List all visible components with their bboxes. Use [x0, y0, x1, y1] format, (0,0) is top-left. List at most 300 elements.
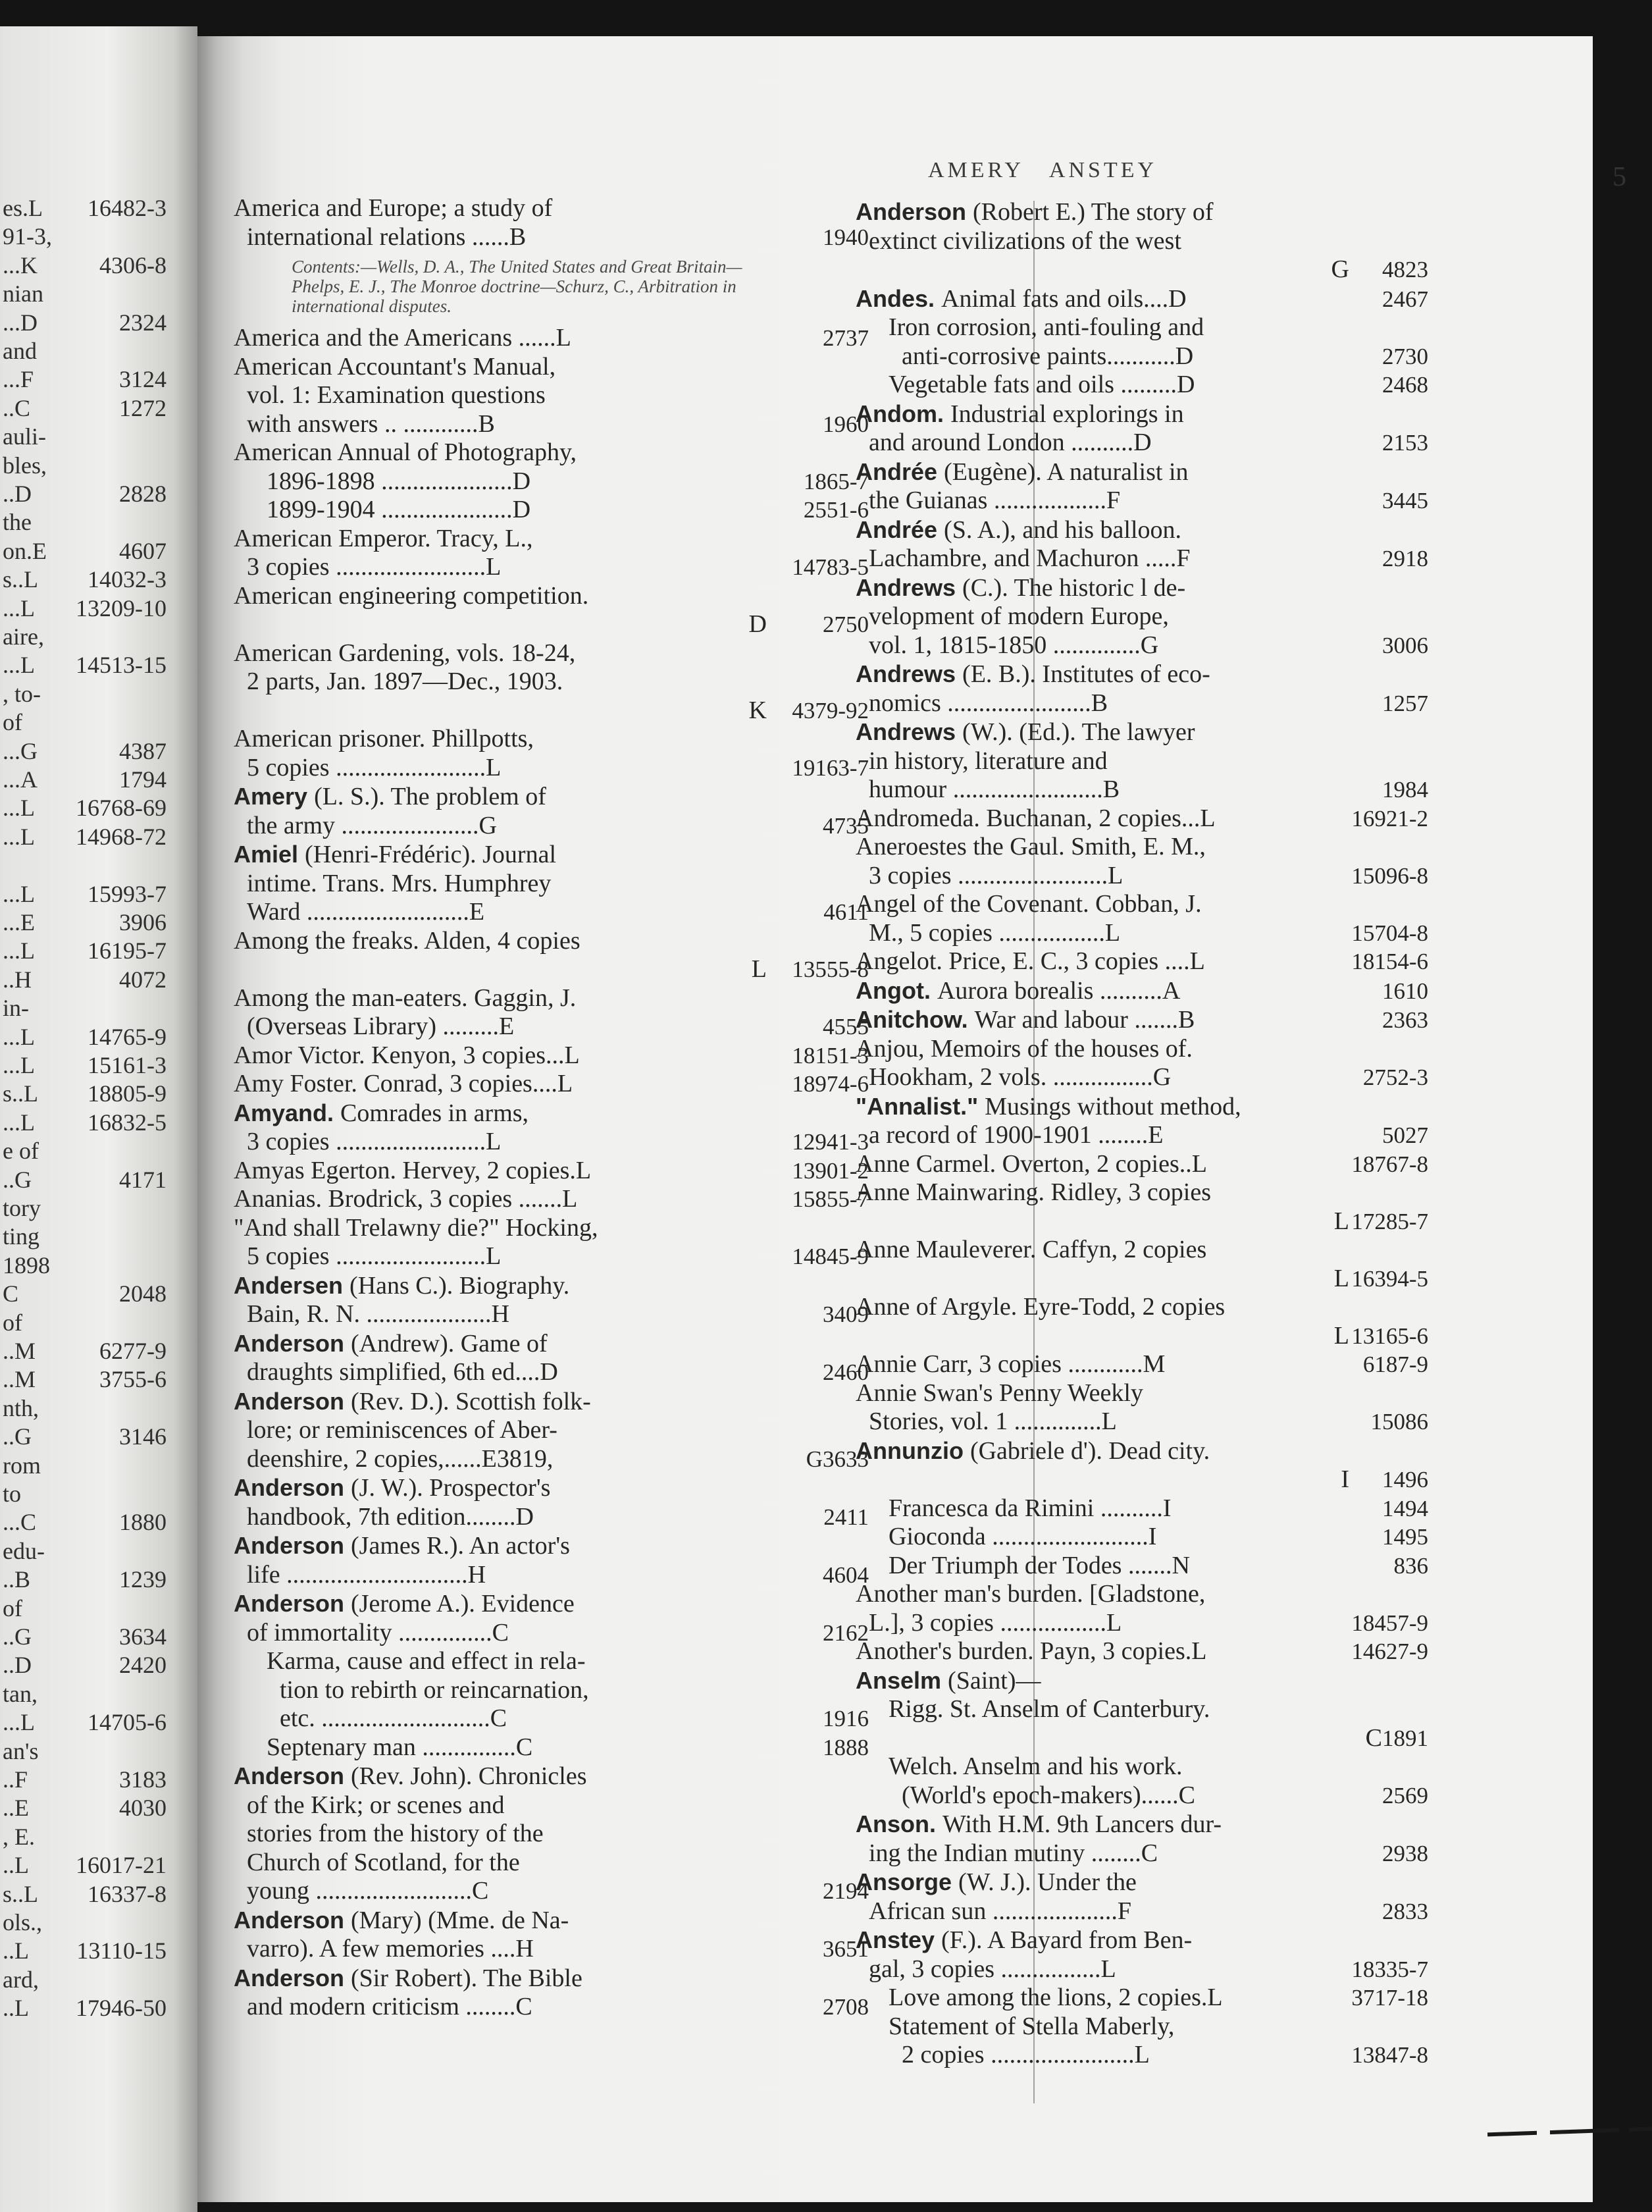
entry-shelf-number: 4735	[823, 812, 869, 839]
fragment-text: ...F	[3, 366, 34, 393]
fragment-number: 13110-15	[76, 1937, 167, 1964]
entry-shelf-number: 1940	[823, 224, 869, 250]
entry-shelf-number: 18151-3	[792, 1042, 869, 1068]
catalogue-entry	[234, 1906, 869, 1964]
entry-shelf-number: 18457-9	[1351, 1610, 1428, 1636]
entry-text: Anstey (F.). A Bayard from Ben- gal, 3 copies ................L	[856, 1926, 1193, 1983]
fragment-text: ...L	[3, 1109, 35, 1136]
entry-text: Anderson (Jerome A.). Evidence of immortality ...............C	[234, 1590, 575, 1646]
catalogue-entry	[856, 2013, 1428, 2070]
fragment-text: ...L	[3, 795, 35, 822]
entry-headword: Anderson	[234, 1387, 351, 1415]
fragment-text: , E.	[3, 1823, 35, 1850]
entry-headword: Andrews	[856, 660, 963, 687]
fragment-number: 16768-69	[76, 795, 167, 822]
catalogue-page	[197, 36, 1626, 2202]
entry-headword: Anderson	[234, 1906, 351, 1934]
fragment-text: ...K	[3, 251, 38, 278]
entry-text: Anselm (Saint)—	[856, 1666, 1041, 1695]
fragment-number: 2420	[119, 1652, 167, 1679]
entry-shelf-number: 2467	[1382, 286, 1428, 312]
entry-shelf-number: 2752-3	[1362, 1065, 1428, 1090]
catalogue-entry	[856, 660, 1428, 718]
running-head-left: AMERY	[928, 158, 1024, 182]
entry-text: Annie Carr, 3 copies ............M	[856, 1350, 1166, 1378]
entry-shelf-number: 13901-2	[792, 1157, 869, 1184]
entry-shelf-number: 2730	[1382, 343, 1428, 369]
entry-shelf-number: 3409	[823, 1302, 869, 1327]
entry-text: Der Triumph der Todes .......N	[889, 1551, 1190, 1579]
entry-text: Anderson (J. W.). Prospector's handbook, 7th edition........D	[234, 1474, 551, 1531]
entry-text: Among the freaks. Alden, 4 copies L	[234, 926, 767, 983]
entry-text: Gioconda .........................I	[889, 1523, 1157, 1550]
entry-shelf-number: 4379-92	[792, 697, 869, 724]
fragment-text: ..E	[3, 1795, 29, 1822]
entry-shelf-number: 18974-6	[792, 1071, 869, 1097]
fragment-text: of	[3, 1594, 22, 1621]
entry-shelf-number: 18335-7	[1351, 1956, 1428, 1982]
catalogue-entry	[856, 1695, 1428, 1752]
fragment-text: ..G	[3, 1623, 32, 1650]
fragment-number: 14705-6	[88, 1709, 167, 1736]
fragment-text: ..M	[3, 1366, 36, 1393]
entry-shelf-number: 15086	[1370, 1409, 1428, 1435]
fragment-number: 4030	[119, 1795, 167, 1822]
entry-text: Anne of Argyle. Eyre-Todd, 2 copies L	[856, 1293, 1349, 1350]
catalogue-entry	[234, 1271, 869, 1329]
fragment-text: edu-	[3, 1537, 45, 1564]
catalogue-entry	[856, 804, 1428, 833]
entry-shelf-number: 14845-9	[792, 1244, 869, 1269]
fragment-number: 16017-21	[76, 1852, 167, 1879]
fragment-text: rom	[3, 1452, 41, 1479]
entry-shelf-number: 1495	[1382, 1524, 1428, 1550]
entry-shelf-number: 1960	[823, 411, 869, 437]
fragment-number: 3146	[119, 1423, 167, 1450]
entry-headword: Annunzio	[856, 1436, 970, 1464]
entry-shelf-number: 6187-9	[1362, 1352, 1428, 1377]
entry-text: Ansorge (W. J.). Under the African sun ....................F	[856, 1868, 1137, 1925]
entry-text: Welch. Anselm and his work. (World's epoch-makers)......C	[889, 1752, 1195, 1809]
entry-headword: Amery	[234, 783, 315, 810]
catalogue-entry	[234, 1473, 869, 1531]
catalogue-entry	[856, 400, 1428, 458]
catalogue-entry	[234, 1762, 869, 1906]
entry-shelf-number: 2750	[823, 612, 869, 637]
entry-shelf-number: 2551-6	[803, 497, 869, 523]
entry-shelf-number: 2918	[1382, 546, 1428, 571]
fragment-number: 3755-6	[99, 1366, 167, 1393]
catalogue-entry	[856, 284, 1428, 314]
fragment-number: 4607	[119, 537, 167, 564]
entry-text: Anson. With H.M. 9th Lancers dur- ing the Indian mutiny ........C	[856, 1810, 1222, 1867]
entry-headword: Anderson	[234, 1532, 351, 1559]
entry-shelf-number: 15704-8	[1351, 920, 1428, 946]
entry-text: Anjou, Memoirs of the houses of. Hookham, 2 vols. ................G	[856, 1034, 1193, 1091]
catalogue-entry	[234, 1387, 869, 1474]
entry-headword: Anderson	[234, 1964, 351, 1991]
catalogue-entry	[856, 1926, 1428, 1984]
fragment-text: ting	[3, 1223, 40, 1250]
catalogue-entry	[856, 1035, 1428, 1092]
catalogue-entry	[234, 1070, 869, 1099]
fragment-text: ..B	[3, 1566, 31, 1593]
fragment-text: of	[3, 1309, 22, 1336]
entry-text: 1899-1904 .....................D	[267, 496, 531, 523]
entry-shelf-number: 1916	[823, 1706, 869, 1731]
entry-text: Angel of the Covenant. Cobban, J. M., 5 copies .................L	[856, 890, 1202, 947]
entry-shelf-number: 17285-7	[1351, 1208, 1428, 1234]
entry-headword: Amyand.	[234, 1099, 341, 1126]
fragment-text: ..H	[3, 966, 32, 993]
catalogue-entry	[234, 1214, 869, 1271]
entry-text: Amy Foster. Conrad, 3 copies....L	[234, 1070, 573, 1097]
entry-text: Iron corrosion, anti-fouling and anti-corrosive paints...........D	[889, 313, 1204, 370]
entry-shelf-number: 13555-8	[792, 957, 869, 982]
catalogue-entry	[856, 1150, 1428, 1179]
fragment-text: ...L	[3, 594, 35, 621]
entry-headword: Anstey	[856, 1926, 942, 1953]
fragment-text: 1898	[3, 1251, 50, 1278]
catalogue-entry	[234, 782, 869, 840]
entry-text: Anderson (Robert E.) The story of extinct civilizations of the west G	[856, 198, 1349, 283]
catalogue-entry	[234, 194, 869, 251]
entry-shelf-number: 4555	[823, 1014, 869, 1040]
entry-shelf-number: 2411	[823, 1504, 869, 1530]
catalogue-entry	[234, 725, 869, 782]
entry-text: Amyas Egerton. Hervey, 2 copies.L	[234, 1156, 592, 1184]
fragment-text: es.L	[3, 195, 43, 221]
fragment-text: s..L	[3, 1080, 38, 1107]
fragment-number: 3634	[119, 1623, 167, 1650]
fragment-number: 3183	[119, 1766, 167, 1793]
entry-shelf-number: 1257	[1382, 690, 1428, 716]
fragment-text: ...L	[3, 1052, 35, 1078]
entry-text: Anderson (James R.). An actor's life .............................H	[234, 1532, 570, 1589]
catalogue-entry	[234, 438, 869, 467]
fragment-text: ...L	[3, 880, 35, 907]
entry-shelf-number: 4611	[823, 899, 869, 925]
entry-text: Amiel (Henri-Frédéric). Journal intime. Trans. Mrs. Humphrey Ward ..........................E	[234, 841, 556, 926]
fragment-number: 18805-9	[88, 1080, 167, 1107]
fragment-number: 14765-9	[88, 1023, 167, 1050]
entry-shelf-number: 2468	[1382, 372, 1428, 398]
catalogue-entry	[856, 1752, 1428, 1810]
fragment-text: ...L	[3, 652, 35, 679]
fragment-text: to	[3, 1481, 22, 1507]
fragment-number: 17946-50	[76, 1995, 167, 2022]
entry-shelf-number: 2708	[823, 1994, 869, 2020]
fragment-text: on.E	[3, 537, 47, 564]
entry-text: American Gardening, vols. 18-24, 2 parts, Jan. 1897—Dec., 1903. K	[234, 639, 767, 724]
entry-headword: Andom.	[856, 400, 950, 427]
fragment-number: 2828	[119, 481, 167, 507]
catalogue-entry	[856, 1810, 1428, 1868]
entry-text: Andom. Industrial explorings in and around London ..........D	[856, 400, 1184, 456]
entry-shelf-number: 2833	[1382, 1898, 1428, 1924]
entry-text: Ananias. Brodrick, 3 copies .......L	[234, 1185, 578, 1213]
catalogue-entry	[856, 1350, 1428, 1379]
fragment-text: ..L	[3, 1852, 29, 1879]
fragment-number: 14032-3	[88, 566, 167, 593]
entry-text: Anderson (Rev. D.). Scottish folk- lore; or reminiscences of Aber- deenshire, 2 copies,......E3819,	[234, 1387, 591, 1473]
catalogue-entry	[856, 458, 1428, 515]
catalogue-entry	[856, 1868, 1428, 1926]
entry-shelf-number: 1496	[1382, 1467, 1428, 1492]
fragment-number: 4306-8	[99, 251, 167, 278]
fragment-number: 1239	[119, 1566, 167, 1593]
fragment-number: 1880	[119, 1509, 167, 1536]
entry-text: Aneroestes the Gaul. Smith, E. M., 3 copies ........................L	[856, 833, 1206, 889]
entry-shelf-number: 2569	[1382, 1782, 1428, 1808]
entry-headword: Amiel	[234, 841, 305, 868]
entry-text: Anderson (Sir Robert). The Bible and modern criticism ........C	[234, 1964, 582, 2020]
running-head-right: ANSTEY	[1048, 158, 1158, 182]
fragment-number: 1794	[119, 766, 167, 793]
entry-shelf-number: 18767-8	[1351, 1151, 1428, 1177]
entry-headword: Anderson	[234, 1590, 351, 1617]
entry-shelf-number: 16921-2	[1351, 805, 1428, 831]
fragment-text: tory	[3, 1195, 41, 1221]
entry-shelf-number: G3633	[806, 1446, 869, 1472]
entry-text: Annunzio (Gabriele d'). Dead city. I	[856, 1436, 1349, 1493]
fragment-text: of	[3, 709, 22, 736]
fragment-number: 14968-72	[76, 823, 167, 850]
entry-text: Anitchow. War and labour .......B	[856, 1006, 1195, 1034]
fragment-text: ..D	[3, 1652, 32, 1679]
catalogue-entry	[856, 1552, 1428, 1581]
entry-headword: Andrée	[856, 515, 944, 543]
fragment-number: 4387	[119, 737, 167, 764]
entry-text: Love among the lions, 2 copies.L	[889, 1984, 1223, 2011]
fragment-text: ..C	[3, 394, 31, 421]
fragment-text: s..L	[3, 566, 38, 593]
running-head	[928, 158, 1182, 183]
fragment-number: 16482-3	[88, 195, 167, 221]
fragment-text: ard,	[3, 1966, 39, 1993]
entry-shelf-number: 1984	[1382, 777, 1428, 803]
entry-text: Amor Victor. Kenyon, 3 copies...L	[234, 1041, 580, 1069]
entry-shelf-number: 2737	[823, 325, 869, 351]
entry-text: Statement of Stella Maberly, 2 copies .......................L	[889, 2012, 1175, 2068]
entry-shelf-number: 3006	[1382, 632, 1428, 658]
entry-text: Vegetable fats and oils .........D	[889, 371, 1195, 398]
fragment-text: in-	[3, 995, 29, 1022]
entry-shelf-number: 19163-7	[792, 754, 869, 781]
facing-page-fragment	[0, 26, 197, 2212]
fragment-text: nth,	[3, 1394, 39, 1421]
entry-text: Among the man-eaters. Gaggin, J. (Overseas Library) .........E	[234, 984, 577, 1040]
entry-shelf-number: 15855-7	[792, 1186, 869, 1212]
entry-shelf-number: 5027	[1382, 1122, 1428, 1148]
entry-text: Andrée (S. A.), and his balloon. Lachambre, and Machuron .....F	[856, 515, 1191, 572]
entry-headword: Andersen	[234, 1271, 350, 1299]
catalogue-column-right	[856, 198, 1428, 2070]
fragment-text: ..L	[3, 1937, 29, 1964]
fragment-text: ..G	[3, 1423, 32, 1450]
fragment-text: 91-3,	[3, 223, 52, 250]
entry-shelf-number: 1610	[1382, 978, 1428, 1004]
fragment-text: bles,	[3, 452, 47, 479]
catalogue-entry	[234, 1041, 869, 1070]
fragment-number: 13209-10	[76, 594, 167, 621]
entry-shelf-number: 836	[1393, 1552, 1428, 1579]
catalogue-entry	[234, 639, 869, 725]
entry-text: Andersen (Hans C.). Biography. Bain, R. N. ....................H	[234, 1271, 570, 1328]
catalogue-column-left	[234, 194, 869, 2022]
fragment-text: ...L	[3, 1709, 35, 1736]
catalogue-entry	[856, 313, 1428, 371]
entry-text: Amery (L. S.). The problem of the army ......................G	[234, 783, 546, 839]
printer-ornament	[1487, 2127, 1652, 2137]
fragment-number: 2048	[119, 1280, 167, 1307]
entry-shelf-number: 1494	[1382, 1495, 1428, 1521]
entry-text: American Annual of Photography,	[234, 438, 577, 466]
entry-text: Andrews (C.). The historic l de- velopment of modern Europe, vol. 1, 1815-1850 ..............G	[856, 573, 1186, 659]
catalogue-entry	[856, 1984, 1428, 2013]
entry-headword: Angot.	[856, 976, 937, 1004]
entry-text: American Accountant's Manual, vol. 1: Examination questions with answers .. ............B	[234, 352, 556, 438]
fragment-text: ...L	[3, 823, 35, 850]
catalogue-entry	[234, 1647, 869, 1733]
fragment-number: 3906	[119, 909, 167, 935]
fragment-text: ...C	[3, 1509, 37, 1536]
entry-text: "And shall Trelawny die?" Hocking, 5 copies ........................L	[234, 1213, 598, 1270]
entry-shelf-number: 2363	[1382, 1007, 1428, 1033]
catalogue-entry	[856, 890, 1428, 947]
entry-shelf-number: 3717-18	[1351, 1985, 1428, 2011]
fragment-number: 14513-15	[76, 652, 167, 679]
entry-shelf-number: 16394-5	[1351, 1265, 1428, 1292]
entry-text: Anderson (Andrew). Game of draughts simplified, 6th ed....D	[234, 1329, 558, 1386]
catalogue-entry	[234, 251, 869, 324]
catalogue-entry	[234, 840, 869, 927]
entry-text: Anne Mauleverer. Caffyn, 2 copies L	[856, 1236, 1349, 1292]
catalogue-entry	[856, 1637, 1428, 1666]
fragment-text: tan,	[3, 1680, 38, 1707]
entry-headword: Ansorge	[856, 1868, 959, 1895]
fragment-number: 2324	[119, 309, 167, 336]
catalogue-entry	[234, 1157, 869, 1186]
entry-text: Anne Carmel. Overton, 2 copies..L	[856, 1149, 1207, 1178]
entry-shelf-number: 3445	[1382, 488, 1428, 514]
page-number: 5	[1613, 162, 1626, 192]
entry-headword: Anderson	[234, 1329, 351, 1357]
entry-shelf-number: 1891	[1382, 1725, 1428, 1751]
entry-headword: Anselm	[856, 1666, 948, 1694]
fragment-text: aire,	[3, 623, 44, 650]
entry-shelf-number: 12941-3	[792, 1129, 869, 1155]
fragment-text: ...L	[3, 1023, 35, 1050]
entry-text: Another man's burden. [Gladstone, L.], 3 copies .................L	[856, 1580, 1206, 1637]
fragment-number: 4171	[119, 1166, 167, 1193]
entry-headword: Anderson	[856, 198, 973, 225]
entry-shelf-number: 3651	[823, 1936, 869, 1962]
entry-shelf-number: 14627-9	[1351, 1639, 1428, 1664]
entry-text: Francesca da Rimini ..........I	[889, 1494, 1172, 1522]
entry-text: American Emperor. Tracy, L., 3 copies ........................L	[234, 524, 533, 581]
catalogue-entry	[234, 496, 869, 525]
entry-shelf-number: 2938	[1382, 1840, 1428, 1866]
catalogue-entry	[856, 371, 1428, 400]
catalogue-entry	[856, 515, 1428, 573]
catalogue-entry	[856, 1494, 1428, 1523]
catalogue-entry	[234, 324, 869, 353]
catalogue-entry	[234, 1329, 869, 1387]
fragment-number: 6277-9	[99, 1338, 167, 1364]
catalogue-entry	[856, 573, 1428, 660]
fragment-text: auli-	[3, 423, 46, 450]
entry-text: Anderson (Mary) (Mme. de Na- varro). A few memories ....H	[234, 1906, 569, 1962]
catalogue-entry	[234, 525, 869, 582]
entry-headword: Anderson	[234, 1762, 351, 1789]
entry-text: America and Europe; a study of international relations ......B	[234, 194, 553, 251]
entry-text: Anne Mainwaring. Ridley, 3 copies L	[856, 1178, 1349, 1235]
entry-shelf-number: 2460	[823, 1359, 869, 1385]
entry-text: Septenary man ...............C	[267, 1733, 533, 1761]
catalogue-entry	[234, 984, 869, 1041]
entry-shelf-number: 15096-8	[1351, 862, 1428, 889]
entry-shelf-number: 13847-8	[1351, 2042, 1428, 2068]
entry-text: Amyand. Comrades in arms, 3 copies ........................L	[234, 1099, 529, 1155]
entry-headword: Andrews	[856, 573, 963, 601]
entry-shelf-number: 2194	[823, 1878, 869, 1904]
entry-shelf-number: 4823	[1382, 257, 1428, 282]
catalogue-entry	[234, 353, 869, 439]
fragment-text: ...G	[3, 737, 38, 764]
fragment-text: ..M	[3, 1338, 36, 1364]
entry-shelf-number: 1865-7	[803, 468, 869, 494]
catalogue-entry	[856, 718, 1428, 804]
entry-text: America and the Americans ......L	[234, 324, 571, 352]
fragment-text: , to-	[3, 680, 41, 707]
entry-shelf-number: 1888	[823, 1734, 869, 1760]
catalogue-entry	[856, 1523, 1428, 1552]
catalogue-entry	[856, 1092, 1428, 1150]
fragment-text: ...D	[3, 309, 38, 336]
fragment-text: ..D	[3, 481, 32, 507]
fragment-number: 16832-5	[88, 1109, 167, 1136]
catalogue-entry	[234, 1589, 869, 1647]
entry-shelf-number: 14783-5	[792, 554, 869, 580]
entry-shelf-number: 13165-6	[1351, 1323, 1428, 1349]
catalogue-entry	[856, 198, 1428, 284]
entry-shelf-number: 2153	[1382, 430, 1428, 456]
catalogue-entry	[234, 467, 869, 496]
entry-contents-note: Contents:—Wells, D. A., The United States and Great Britain—Phelps, E. J., The Monroe doctrine—Schurz, C., Arbitration in international disputes.	[292, 257, 742, 316]
fragment-text: e of	[3, 1138, 39, 1165]
entry-shelf-number: 18154-6	[1351, 949, 1428, 974]
fragment-number: 16195-7	[88, 937, 167, 964]
fragment-text: and	[3, 338, 37, 364]
catalogue-entry	[856, 1293, 1428, 1350]
fragment-text: s..L	[3, 1880, 38, 1907]
entry-headword: Andrée	[856, 458, 944, 485]
fragment-number: 15161-3	[88, 1052, 167, 1078]
catalogue-entry	[856, 1436, 1428, 1494]
entry-text: Another's burden. Payn, 3 copies.L	[856, 1637, 1207, 1665]
fragment-text: nian	[3, 280, 43, 307]
entry-shelf-number: 4604	[823, 1562, 869, 1588]
catalogue-entry	[856, 1580, 1428, 1637]
entry-text: 1896-1898 .....................D	[267, 467, 531, 495]
entry-text: "Annalist." Musings without method, a record of 1900-1901 ........E	[856, 1092, 1241, 1149]
fragment-text: ols.,	[3, 1909, 43, 1936]
catalogue-entry	[856, 1666, 1428, 1696]
entry-text: Annie Swan's Penny Weekly Stories, vol. 1 ..............L	[856, 1379, 1143, 1435]
entry-text: Rigg. St. Anselm of Canterbury. C	[889, 1695, 1382, 1752]
entry-headword: Andes.	[856, 284, 942, 312]
